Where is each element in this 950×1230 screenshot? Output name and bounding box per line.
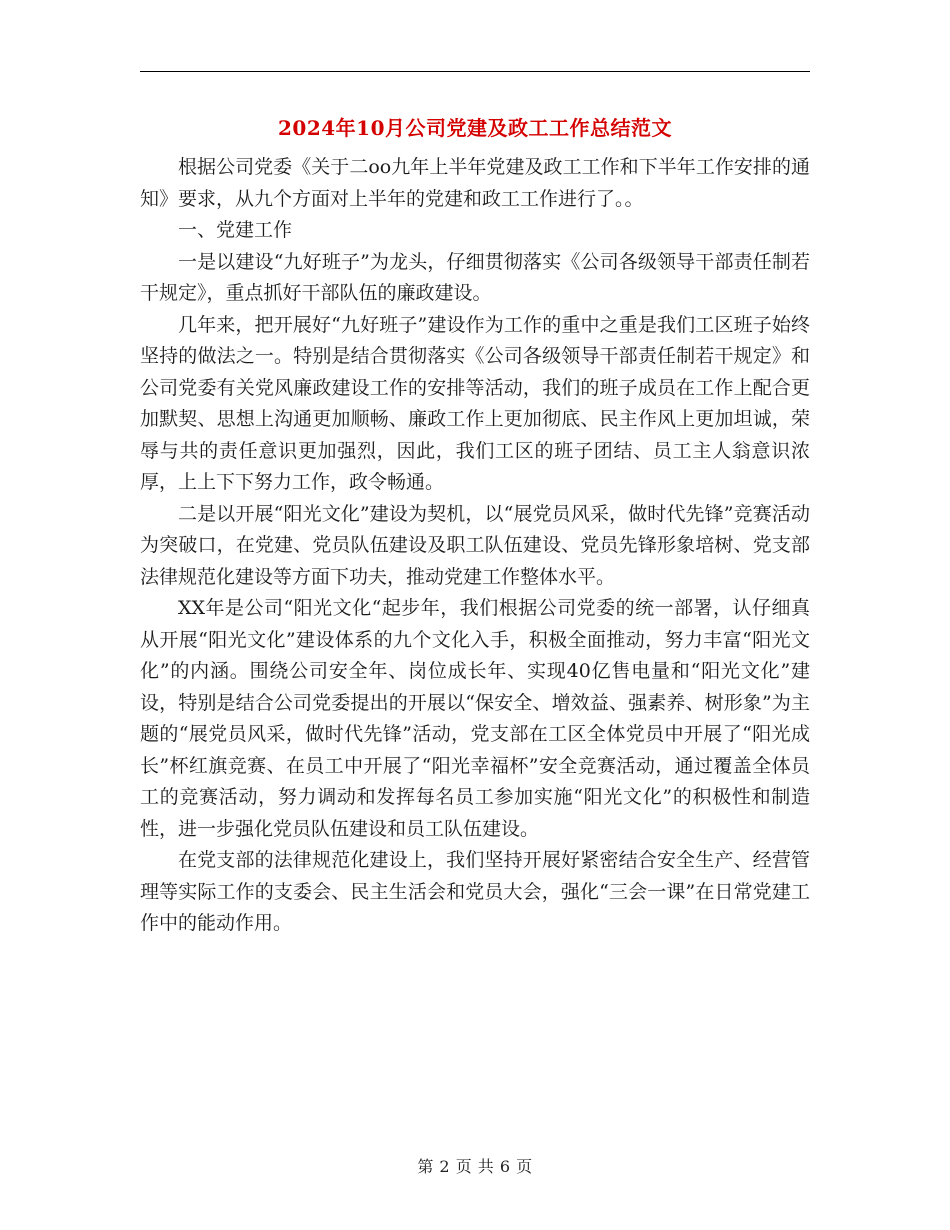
paragraph-nine-good-teams: 一是以建设“九好班子”为龙头，仔细贯彻落实《公司各级领导干部责任制若干规定》，重点抓好干部队伍的廉政建设。 bbox=[140, 250, 810, 304]
page-number-footer: 第 2 页 共 6 页 bbox=[417, 1157, 533, 1176]
section-heading-party-building: 一、党建工作 bbox=[178, 219, 293, 241]
paragraph-recent-years: 几年来，把开展好“九好班子”建设作为工作的重中之重是我们工区班子始终坚持的做法之一。特别是结合贯彻落实《公司各级领导干部责任制若干规定》和公司党委有关党风廉政建设工作的安排等活动，我们的班子成员在工作上配合更加默契、思想上沟通更加顺畅、廉政工作上更加彻底、民主作风上更加坦诚，荣辱与共的责任意识更加强烈，因此，我们工区的班子团结、员工主人翁意识浓厚，上上下下努力工作，政令畅通。 bbox=[140, 313, 810, 493]
document-title: 2024年10月公司党建及政工工作总结范文 bbox=[278, 116, 672, 140]
paragraph-intro: 根据公司党委《关于二oo九年上半年党建及政工工作和下半年工作安排的通知》要求，从九个方面对上半年的党建和政工工作进行了。。 bbox=[140, 156, 810, 210]
header-rule bbox=[140, 71, 810, 72]
paragraph-xx-year: XX年是公司“阳光文化“起步年，我们根据公司党委的统一部署，认仔细真从开展“阳光文化”建设体系的九个文化入手，积极全面推动，努力丰富“阳光文化”的内涵。围绕公司安全年、岗位成长年、实现40亿售电量和“阳光文化”建设，特别是结合公司党委提出的开展以“保安全、增效益、强素养、树形象”为主题的“展党员风采，做时代先锋”活动，党支部在工区全体党员中开展了“阳光成长”杯红旗竞赛、在员工中开展了“阳光幸福杯”安全竞赛活动，通过覆盖全体员工的竞赛活动，努力调动和发挥每名员工参加实施“阳光文化”的积极性和制造性，进一步强化党员队伍建设和员工队伍建设。 bbox=[140, 597, 810, 840]
document-body bbox=[140, 152, 810, 940]
paragraph-legal-standardization: 在党支部的法律规范化建设上，我们坚持开展好紧密结合安全生产、经营管理等实际工作的支委会、民主生活会和党员大会，强化“三会一课”在日常党建工作中的能动作用。 bbox=[140, 849, 810, 934]
paragraph-sunshine-culture: 二是以开展“阳光文化”建设为契机，以“展党员风采，做时代先锋”竞赛活动为突破口，在党建、党员队伍建设及职工队伍建设、党员先锋形象培树、党支部法律规范化建设等方面下功夫，推动党建工作整体水平。 bbox=[140, 502, 810, 588]
